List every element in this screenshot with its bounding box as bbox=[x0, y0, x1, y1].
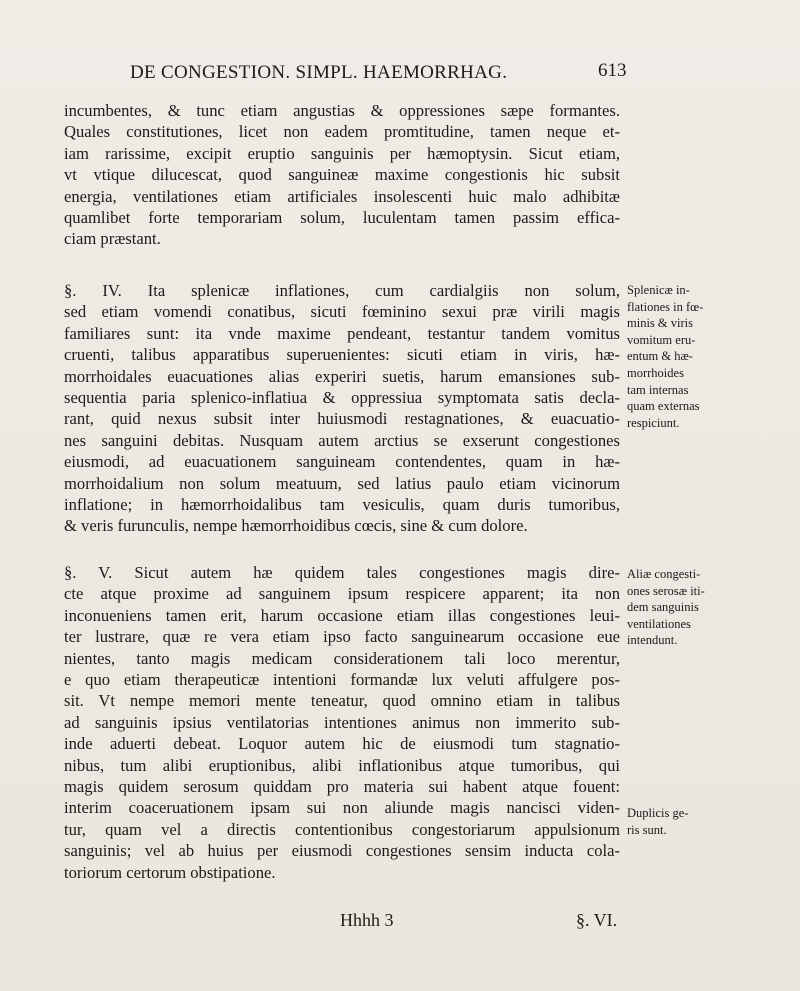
margin-note-line: flationes in fœ- bbox=[627, 299, 704, 314]
margin-note-duplicis bbox=[627, 805, 727, 838]
text-line: sanguinis; vel ab huius per eiusmodi congestiones sensim inducta cola- bbox=[64, 841, 620, 861]
text-line: & veris furunculis, nempe hæmorrhoidibus cœcis, sine & cum dolore. bbox=[64, 516, 528, 536]
margin-note-line: vomitum eru- bbox=[627, 332, 696, 347]
margin-note-line: morrhoides bbox=[627, 365, 684, 380]
margin-note-line: entum & hæ- bbox=[627, 349, 693, 364]
text-line: cte atque proxime ad sanguinem ipsum respicere apparent; ita non bbox=[64, 584, 620, 604]
margin-note-line: minis & viris bbox=[627, 316, 693, 331]
text-line: nientes, tanto magis medicam considerationem tali loco merentur, bbox=[64, 648, 620, 668]
margin-note-line: Duplicis ge- bbox=[627, 806, 689, 820]
paragraph-1 bbox=[64, 100, 620, 250]
paragraph-section-iv bbox=[64, 280, 620, 537]
text-line: inflatione; in hæmorrhoidalibus tam vesiculis, quam duris tumoribus, bbox=[64, 495, 620, 515]
text-line: Quales constitutiones, licet non eadem promtitudine, tamen neque et- bbox=[64, 122, 620, 142]
paragraph-section-v bbox=[64, 562, 620, 883]
text-line: cruenti, talibus apparatibus superuenientes: sicuti etiam in viris, hæ- bbox=[64, 345, 620, 365]
text-line: e quo etiam therapeuticæ intentioni formandæ lux veluti affulgere pos- bbox=[64, 670, 620, 690]
margin-note-line: ones serosæ iti- bbox=[627, 583, 705, 598]
margin-note-line: ventilationes bbox=[627, 616, 691, 631]
text-line: nibus, tum alibi eruptionibus, alibi inflationibus atque tumoribus, qui bbox=[64, 755, 620, 775]
text-line: §. V. Sicut autem hæ quidem tales congestiones magis dire- bbox=[64, 563, 620, 582]
text-line: morrhoidales euacuationes alias experiri suetis, harum emansiones sub- bbox=[64, 366, 620, 386]
margin-note-splenicae bbox=[627, 282, 727, 431]
text-line: quamlibet forte temporariam solum, luculentam tamen passim effica- bbox=[64, 208, 620, 228]
text-line: energia, ventilationes etiam artificiales insolescenti huic malo adhibitæ bbox=[64, 186, 620, 206]
margin-note-line: ris sunt. bbox=[627, 822, 667, 837]
margin-note-line: intendunt. bbox=[627, 633, 678, 648]
text-line: inde aduerti debeat. Loquor autem hic de eiusmodi tum stagnatio- bbox=[64, 734, 620, 754]
text-line: rant, quid nexus subsit inter huiusmodi restagnationes, & euacuatio- bbox=[64, 409, 620, 429]
text-line: interim coaceruationem ipsam sui non aliunde magis nancisci viden- bbox=[64, 798, 620, 818]
margin-note-line: quam externas bbox=[627, 399, 700, 414]
text-line: sed etiam vomendi conatibus, sicuti fœminino sexui præ virili magis bbox=[64, 302, 620, 322]
text-line: iam rarissime, excipit eruptio sanguinis per hæmoptysin. Sicut etiam, bbox=[64, 143, 620, 163]
margin-note-line: dem sanguinis bbox=[627, 600, 699, 615]
text-line: sequentia paria splenico-inflatiua & oppressiua symptomata satis decla- bbox=[64, 388, 620, 408]
text-line: toriorum certorum obstipatione. bbox=[64, 862, 276, 882]
text-line: ad sanguinis ipsius ventilatorias intentiones animus non immerito sub- bbox=[64, 712, 620, 732]
signature-mark: Hhhh 3 bbox=[340, 910, 394, 930]
margin-note-line: Splenicæ in- bbox=[627, 283, 690, 297]
text-line: ciam præstant. bbox=[64, 229, 161, 249]
text-line: familiares sunt: ita vnde maxime pendeant, testantur tandem vomitus bbox=[64, 323, 620, 343]
margin-note-line: Aliæ congesti- bbox=[627, 567, 701, 581]
text-line: §. IV. Ita splenicæ inflationes, cum cardialgiis non solum, bbox=[64, 281, 620, 300]
margin-note-line: respiciunt. bbox=[627, 415, 680, 430]
text-line: sit. Vt nempe memori mente teneatur, quod omnino etiam in talibus bbox=[64, 691, 620, 711]
text-line: ter lustrare, quæ re vera etiam ipso facto sanguinearum occasione eue bbox=[64, 627, 620, 647]
page-number: 613 bbox=[598, 60, 627, 81]
running-header: DE CONGESTION. SIMPL. HAEMORRHAG. bbox=[130, 62, 508, 83]
margin-note-line: tam internas bbox=[627, 382, 689, 397]
catchword: §. VI. bbox=[576, 910, 618, 930]
text-line: inconueniens tamen erit, harum occasione etiam illas congestiones leui- bbox=[64, 605, 620, 625]
margin-note-aliae-congestiones bbox=[627, 566, 727, 649]
text-line: eiusmodi, ad euacuationem sanguineam contendentes, quam in hæ- bbox=[64, 452, 620, 472]
text-line: nes sanguini debitas. Nusquam autem arctius se exserunt congestiones bbox=[64, 430, 620, 450]
text-line: tur, quam vel a directis contentionibus congestoriarum appulsionum bbox=[64, 819, 620, 839]
text-line: morrhoidalium non solum meatuum, sed latius paulo etiam vicinorum bbox=[64, 473, 620, 493]
text-line: vt vtique dilucescat, quod sanguineæ maxime congestionis hic subsit bbox=[64, 165, 620, 185]
text-line: magis quidem serosum quiddam pro materia sui habent atque fouent: bbox=[64, 777, 620, 797]
text-line: incumbentes, & tunc etiam angustias & oppressiones sæpe formantes. bbox=[64, 101, 620, 120]
